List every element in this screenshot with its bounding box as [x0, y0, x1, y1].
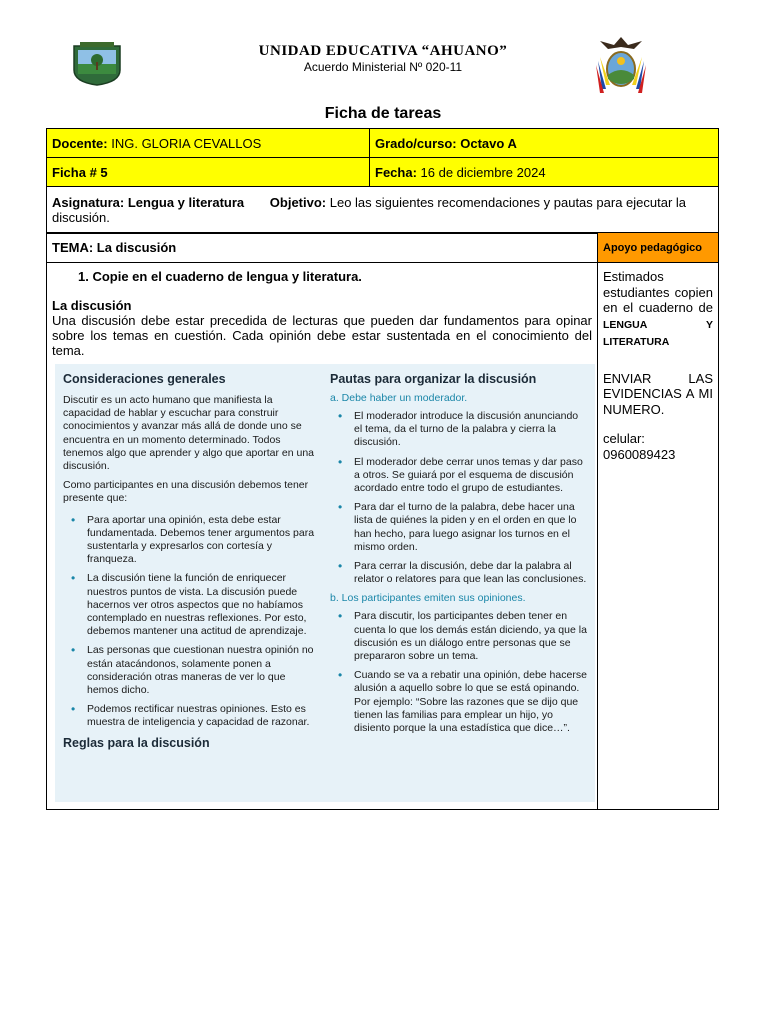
side-caps: LENGUA Y LITERATURA — [603, 318, 713, 348]
ficha-label: Ficha # 5 — [52, 164, 108, 180]
side-paragraph-2: ENVIAR LAS EVIDENCIAS A MI NUMERO. — [603, 370, 713, 417]
side-phone: celular: 0960089423 — [603, 431, 676, 462]
side-paragraph-1: Estimados estudiantes copien en el cuaderno de LENGUA Y LITERATURA — [603, 269, 713, 348]
book-left-item: • Las personas que cuestionan nuestra opinión no están atacándonos, solamente ponen a consideración otras maneras de ver lo que hemos dicho. — [63, 644, 315, 697]
asignatura-label: Asignatura: — [52, 195, 125, 210]
fecha-label: Fecha: — [375, 164, 417, 180]
book-right-item: • Cuando se va a rebatir una opinión, debe hacerse alusión a aquello sobre lo que se está opinando. Por ejemplo: “Sobre las razones que se dijo que tienen las familias para emplear un hijo, yo disiento porque la una estadística que dice…”. — [330, 669, 588, 735]
book-right-item: • El moderador debe cerrar unos temas y dar paso a otros. Se guiará por el esquema de discusión acordado entre todo el grupo de estudiantes. — [330, 456, 588, 496]
book-left-item: • La discusión tiene la función de enriquecer nuestros puntos de vista. La discusión puede hacernos ver otros aspectos que no habíamos contemplado en nuestras reflexiones. Por esto, debemos mantener una actitud de aprendizaje. — [63, 572, 315, 638]
book-left-title: Consideraciones generales — [63, 372, 226, 386]
side-note — [603, 269, 713, 462]
book-left-footer: Reglas para la discusión — [63, 735, 210, 750]
book-left-list — [63, 514, 315, 730]
grado-cell — [370, 129, 719, 158]
apoyo-label: Apoyo pedagógico — [603, 241, 702, 254]
page-title: Ficha de tareas — [324, 105, 442, 122]
section-text: Una discusión debe estar precedida de lecturas que pueden dar fundamentos para opinar sobre los temas en cuestión. Cada opinión debe estar sustentada en el conocimiento del tema. — [52, 313, 592, 358]
book-right-title: Pautas para organizar la discusión — [330, 372, 537, 386]
section-title: La discusión — [52, 298, 132, 313]
side-cell — [598, 263, 719, 810]
book-left-item: • Para aportar una opinión, esta debe estar fundamentada. Debemos tener argumentos para sustentarla y expresarlos con cortesía y franqueza. — [63, 514, 315, 567]
book-left-item: • Podemos rectificar nuestras opiniones. Esto es muestra de inteligencia y capacidad de razonar. — [63, 703, 315, 729]
info-table — [46, 128, 719, 187]
book-right-list-b — [330, 610, 588, 735]
objetivo-label: Objetivo: — [269, 195, 327, 210]
docente-label: Docente: — [52, 135, 108, 151]
fecha-cell — [370, 158, 719, 187]
book-right-item: • Para discutir, los participantes deben tener en cuenta lo que los demás están diciendo, ya que la discusión es un diálogo entre personas que se prepararon sobre un tema. — [330, 610, 588, 663]
book-left-paragraph-1: Discutir es un acto humano que manifiesta la capacidad de hablar y escuchar para construir conocimientos y avanzar más allá de donde uno se encuentra en un momento determinado. Todos tenemos algo que aprender y algo que aportar en una discusión. — [63, 394, 315, 473]
ficha-cell — [47, 158, 370, 187]
subject-table — [46, 186, 719, 234]
book-right-list-a — [330, 410, 588, 586]
school-logo — [70, 40, 124, 86]
asignatura-cell — [47, 187, 719, 234]
book-right-sub-b: b. Los participantes emiten sus opiniones. — [330, 592, 526, 605]
instruction-item: 1. Copie en el cuaderno de lengua y literatura. — [78, 269, 362, 284]
docente-value: ING. GLORIA CEVALLOS — [107, 135, 262, 151]
book-right-item: • Para dar el turno de la palabra, debe hacer una lista de quiénes la piden y en el orden en que lo han hecho, para luego asignar los turnos en el mismo orden. — [330, 501, 588, 554]
tema-label: TEMA: La discusión — [52, 240, 177, 255]
textbook-excerpt — [55, 364, 595, 802]
fecha-value: 16 de diciembre 2024 — [416, 164, 546, 180]
asignatura-value: Lengua y literatura — [124, 195, 245, 210]
book-left-column — [63, 372, 315, 750]
book-right-sub-a: a. Debe haber un moderador. — [330, 392, 468, 404]
book-right-item: • Para cerrar la discusión, debe dar la palabra al relator o relatores para que lean las conclusiones. — [330, 560, 588, 586]
objetivo-value: Leo las siguientes recomendaciones y pautas para ejecutar la discusión. — [52, 195, 687, 225]
book-right-item: • El moderador introduce la discusión anunciando el tema, da el turno de la palabra y cierra la discusión. — [330, 410, 588, 450]
school-name: UNIDAD EDUCATIVA “AHUANO” — [258, 43, 508, 59]
grado-label: Grado/curso: Octavo A — [375, 135, 517, 151]
apoyo-cell — [598, 233, 719, 263]
book-left-paragraph-2: Como participantes en una discusión debemos tener presente que: — [63, 479, 309, 505]
acuerdo-ministerial: Acuerdo Ministerial Nº 020-11 — [303, 60, 463, 74]
docente-cell — [47, 129, 370, 158]
coat-of-arms — [592, 35, 650, 97]
tema-cell — [47, 233, 598, 263]
book-right-column — [330, 372, 588, 741]
